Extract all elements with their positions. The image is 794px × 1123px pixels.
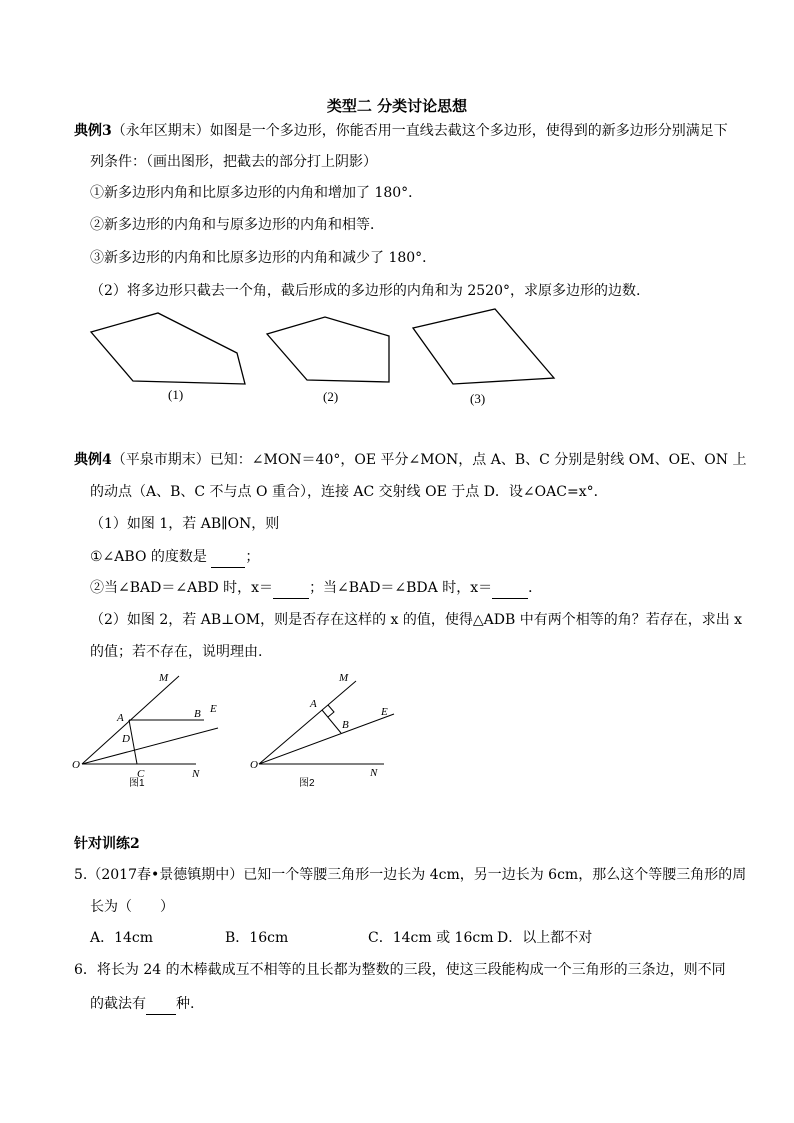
- example4-item2-text-b: ；当∠BAD＝∠BDA 时，x＝: [309, 580, 493, 596]
- example3-item1: ①新多边形内角和比原多边形的内角和增加了 180°．: [90, 185, 423, 201]
- q5-option-c[interactable]: C．14cm 或 16cm: [368, 930, 494, 946]
- training-heading: 针对训练2: [74, 836, 140, 852]
- fig1-caption: 图1: [129, 778, 145, 789]
- polygon-caption-3: (3): [470, 391, 486, 406]
- answer-blank-q6[interactable]: [146, 994, 176, 1015]
- fig2-caption: 图2: [299, 778, 315, 789]
- question6-text-a: 的截法有: [90, 996, 146, 1012]
- question5-line2: 长为（ ）: [90, 899, 174, 915]
- example4-label: 典例4: [74, 452, 112, 468]
- angle-figure-2: [244, 668, 404, 790]
- fig1-label-C: C: [137, 768, 145, 780]
- section-title: 类型二 分类讨论思想: [326, 97, 468, 115]
- polygon-figure-3: [409, 305, 564, 390]
- question6-text-b: 种.: [176, 996, 195, 1012]
- fig1-label-O: O: [72, 759, 80, 771]
- example4-line2: 的动点（A、B、C 不与点 O 重合），连接 AC 交射线 OE 于点 D．设∠OAC=x°．: [90, 484, 608, 500]
- example3-line2: 列条件：（画出图形，把截去的部分打上阴影）: [90, 154, 377, 170]
- example3-line1: [74, 121, 728, 141]
- example4-item2-text-a: ②当∠BAD＝∠ABD 时，x＝: [90, 580, 274, 596]
- example3-item2: ②新多边形的内角和与原多边形的内角和相等．: [90, 217, 384, 233]
- fig2-label-M: M: [339, 672, 349, 684]
- example3-label: 典例3: [74, 123, 112, 139]
- q5-option-b[interactable]: B．16cm: [225, 930, 289, 946]
- fig1-label-N: N: [192, 768, 200, 780]
- polygon-figure-1: [85, 308, 255, 390]
- fig2-label-O: O: [250, 759, 258, 771]
- q5-option-d[interactable]: D．以上都不对: [497, 930, 593, 946]
- answer-blank-x2[interactable]: [492, 578, 528, 599]
- fig1-label-E: E: [210, 703, 217, 715]
- example3-text1: （永年区期末）如图是一个多边形，你能否用一直线去截这个多边形，使得到的新多边形分别满足下: [111, 123, 728, 139]
- polygon-figure-2: [262, 314, 402, 386]
- example4-item2: [90, 578, 542, 599]
- example4-part2a: （2）如图 2，若 AB⊥OM，则是否存在这样的 x 的值，使得△ADB 中有两个相等的角？若存在，求出 x: [90, 612, 743, 628]
- example4-line1: [74, 450, 746, 470]
- fig2-label-B: B: [342, 719, 349, 731]
- question5-line1: 5.（2017春•景德镇期中）已知一个等腰三角形一边长为 4cm，另一边长为 6cm，那么这个等腰三角形的周: [74, 867, 747, 883]
- example3-part2: （2）将多边形只截去一个角，截后形成的多边形的内角和为 2520°，求原多边形的边数.: [90, 283, 641, 299]
- answer-blank-abo[interactable]: [211, 547, 245, 568]
- example4-part2b: 的值；若不存在，说明理由.: [90, 644, 263, 660]
- polygon-caption-1: (1): [168, 387, 184, 402]
- fig2-label-A: A: [310, 698, 317, 710]
- example4-item2-end: ．: [528, 580, 543, 596]
- example4-text1: （平泉市期末）已知：∠MON＝40°，OE 平分∠MON，点 A、B、C 分别是射线 OM、OE、ON 上: [111, 452, 747, 468]
- question6-line1: 6．将长为 24 的木棒截成互不相等的且长都为整数的三段，使这三段能构成一个三角形的三条边，则不同: [74, 962, 726, 978]
- fig1-label-A: A: [117, 712, 124, 724]
- example4-item1-end: ；: [245, 549, 260, 565]
- fig2-label-E: E: [381, 706, 388, 718]
- q5-option-a[interactable]: A．14cm: [90, 930, 154, 946]
- angle-figure-1: [66, 668, 241, 790]
- fig1-label-B: B: [194, 708, 201, 720]
- question6-line2: [90, 994, 194, 1015]
- answer-blank-x1[interactable]: [273, 578, 309, 599]
- fig2-label-N: N: [370, 767, 378, 779]
- example4-item1-text: ①∠ABO 的度数是: [90, 549, 212, 565]
- example4-item1: [90, 547, 259, 568]
- example3-item3: ③新多边形的内角和比原多边形的内角和减少了 180°．: [90, 250, 437, 266]
- example4-part1: （1）如图 1，若 AB∥ON，则: [90, 516, 280, 532]
- fig1-label-D: D: [122, 733, 130, 745]
- fig1-label-M: M: [159, 672, 169, 684]
- polygon-caption-2: (2): [323, 389, 339, 404]
